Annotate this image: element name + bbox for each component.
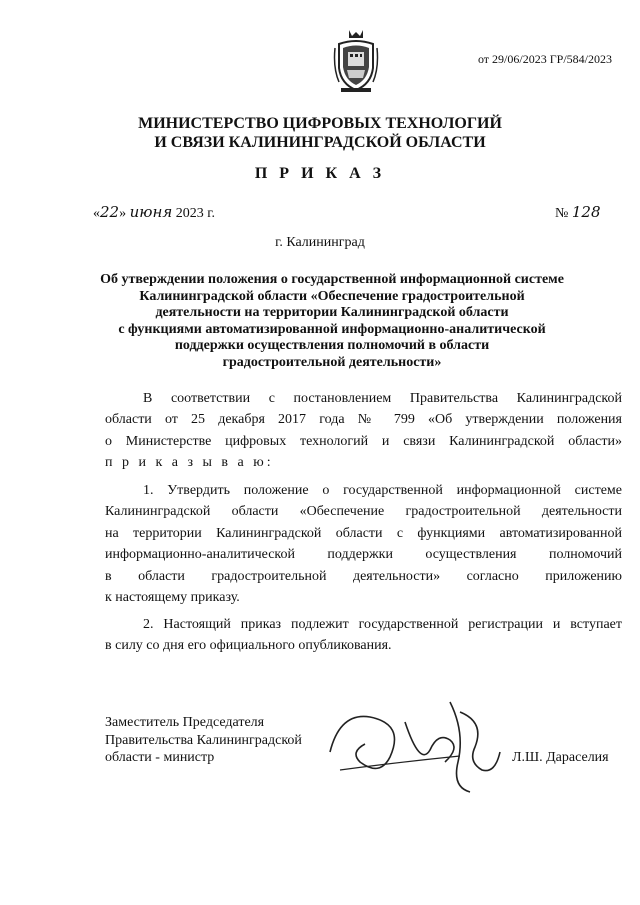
preamble-line: о Министерстве цифровых технологий и связи Калининградской области» — [105, 433, 622, 449]
order-number — [555, 203, 601, 222]
ministry-name — [0, 114, 640, 152]
item-1-line: в области градостроительной деятельности» согласно приложению — [105, 568, 622, 584]
subject-line: Калининградской области «Обеспечение градостроительной — [139, 288, 525, 304]
order-number-value: 128 — [571, 203, 601, 221]
item-1-line: Калининградской области «Обеспечение градостроительной деятельности — [105, 504, 622, 520]
document-type: П Р И К А З — [254, 165, 386, 182]
item-1-line: информационно-аналитической поддержки осуществления полномочий — [105, 547, 622, 563]
item-2-line: 2. Настоящий приказ подлежит государственной регистрации и вступает — [143, 617, 622, 632]
subject-line: деятельности на территории Калининградской области — [155, 305, 509, 320]
subject-line: с функциями автоматизированной информационно-аналитической — [118, 321, 546, 337]
item-2-paragraph — [105, 614, 622, 657]
date-year: 2023 г. — [175, 206, 215, 221]
subject-line: Об утверждении положения о государственной информационной системе — [100, 272, 564, 287]
item-1-line: 1. Утвердить положение о государственной информационной системе — [143, 483, 622, 498]
preamble-line: В соответствии с постановлением Правительства Калининградской — [143, 391, 622, 406]
date-month: июня — [129, 203, 173, 221]
item-1-line: на территории Калининградской области с функциями автоматизированной — [105, 525, 622, 541]
item-1-line: к настоящему приказу. — [105, 590, 240, 606]
subject-line: градостроительной деятельности» — [222, 354, 442, 370]
subject-line: поддержки осуществления полномочий в области — [174, 338, 490, 353]
order-date — [93, 203, 215, 222]
handwritten-signature — [310, 692, 510, 802]
ministry-name-line2: И СВЯЗИ КАЛИНИНГРАДСКОЙ ОБЛАСТИ — [154, 134, 486, 151]
registration-number: от 29/06/2023 ГР/584/2023 — [477, 52, 612, 66]
preamble-paragraph — [105, 388, 622, 474]
signatory-name: Л.Ш. Дараселия — [512, 750, 609, 765]
ministry-name-line1: МИНИСТЕРСТВО ЦИФРОВЫХ ТЕХНОЛОГИЙ — [138, 115, 502, 132]
item-1-paragraph — [105, 480, 622, 608]
date-day: 22 — [100, 203, 120, 221]
position-line: области - министр — [105, 750, 215, 765]
preamble-order-word: п р и к а з ы в а ю: — [105, 455, 274, 471]
order-subject — [92, 272, 572, 371]
position-line: Правительства Калининградской — [105, 732, 302, 748]
preamble-line: области от 25 декабря 2017 года № 799 «Об утверждении положения — [105, 412, 622, 428]
order-number-label: № — [555, 206, 569, 221]
city: г. Калининград — [275, 235, 365, 250]
coat-of-arms-icon — [333, 28, 379, 94]
date-open-quote: « — [93, 206, 100, 221]
item-2-line: в силу со дня его официального опубликования. — [105, 638, 392, 654]
date-close-quote: » — [119, 206, 127, 221]
position-line: Заместитель Председателя — [105, 715, 265, 730]
signatory-position — [105, 714, 302, 767]
